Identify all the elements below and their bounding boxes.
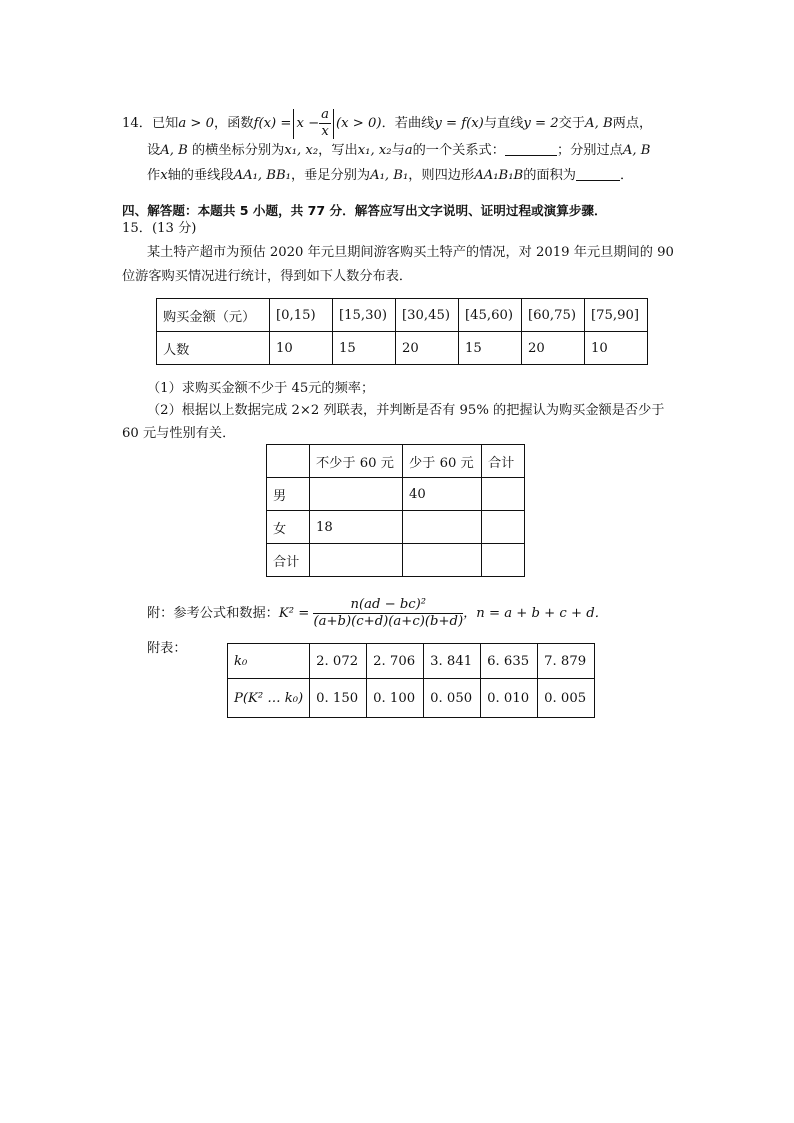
- fraction-denominator: x: [321, 124, 329, 139]
- appendix-table: [227, 643, 595, 718]
- q14-text: 14．已知: [122, 116, 179, 131]
- table-cell: [60,75): [522, 299, 585, 332]
- table-cell: [45,60): [459, 299, 522, 332]
- q15-intro: 某土特产超市为预估 2020 年元旦期间游客购买土特产的情况，对 2019 年元旦期间的 90: [147, 245, 674, 260]
- q14-points: A, B: [622, 143, 651, 158]
- q14-feet: A₁, B₁: [370, 168, 409, 183]
- q14-text: 交于: [558, 116, 586, 131]
- table-cell: [267, 445, 310, 478]
- table-cell: [15,30): [333, 299, 396, 332]
- table-cell: 10: [585, 332, 648, 365]
- q14-fraction: [319, 107, 331, 140]
- table-cell: 购买金额（元）: [157, 299, 270, 332]
- section-heading-text: 四、解答题：本题共 5 小题，共 77 分．解答应写出文字说明、证明过程或演算步骤．: [122, 203, 607, 218]
- q14-domain: (x > 0): [336, 116, 382, 131]
- contingency-table: [266, 444, 525, 577]
- table-cell: 2. 072: [310, 644, 367, 679]
- q14-text: ，写出: [318, 143, 358, 158]
- q14-line-2: [147, 142, 650, 160]
- q14-points: A, B: [585, 116, 613, 131]
- q14-quadrilateral: AA₁B₁B: [474, 168, 524, 183]
- table-cell: k₀: [228, 644, 310, 679]
- abs-bar-left: [293, 109, 294, 139]
- subquestion-text: （1）求购买金额不少于 45元的频率；: [147, 381, 375, 396]
- table-cell: 0. 005: [538, 679, 595, 718]
- distribution-table: [156, 298, 648, 365]
- table-cell: 15: [333, 332, 396, 365]
- table-cell: 2. 706: [367, 644, 424, 679]
- answer-blank-1[interactable]: [505, 143, 557, 156]
- formula-denominator: (a+b)(c+d)(a+c)(b+d): [313, 614, 464, 629]
- q14-text: 两点，: [612, 116, 653, 131]
- table-cell: 6. 635: [481, 644, 538, 679]
- table-cell[interactable]: [403, 544, 482, 577]
- table-cell: 人数: [157, 332, 270, 365]
- table-cell: 40: [403, 478, 482, 511]
- table-cell: 15: [459, 332, 522, 365]
- q15-label-text: 15．(13 分): [122, 221, 197, 236]
- table-cell[interactable]: [403, 511, 482, 544]
- formula-fraction: [313, 597, 463, 630]
- table-cell: 0. 050: [424, 679, 481, 718]
- table-cell[interactable]: [482, 478, 525, 511]
- q14-text: ．: [619, 168, 634, 183]
- table-cell: 10: [270, 332, 333, 365]
- formula-line: [147, 594, 608, 634]
- table-cell: 合计: [482, 445, 525, 478]
- table-cell: 合计: [267, 544, 310, 577]
- answer-blank-2[interactable]: [576, 168, 620, 181]
- formula-lhs: K² =: [278, 606, 310, 621]
- q14-text: 与: [391, 143, 405, 158]
- table-row: [267, 511, 525, 544]
- formula-label: 附：参考公式和数据：: [147, 606, 279, 621]
- subquestion-text: 60 元与性别有关．: [122, 426, 236, 441]
- table-cell: 20: [396, 332, 459, 365]
- fraction-numerator: a: [321, 107, 330, 122]
- q15-label: [122, 220, 196, 238]
- table-cell: 0. 010: [481, 679, 538, 718]
- q14-text: 与直线: [483, 116, 524, 131]
- q14-text: ．若曲线: [381, 116, 435, 131]
- q14-line-1: [122, 107, 652, 140]
- table-cell: 20: [522, 332, 585, 365]
- table-cell: 女: [267, 511, 310, 544]
- table-cell[interactable]: [482, 544, 525, 577]
- q14-text: 的横坐标分别为: [192, 143, 285, 158]
- table-row: [267, 445, 525, 478]
- subquestion-text: （2）根据以上数据完成 2×2 列联表，并判断是否有 95% 的把握认为购买金额是否少于: [147, 403, 665, 418]
- table-cell[interactable]: [482, 511, 525, 544]
- q15-subquestion-1: [147, 380, 374, 398]
- q14-text: ，则四边形: [408, 168, 475, 183]
- q14-line-3: [147, 167, 633, 185]
- table-row: [228, 644, 595, 679]
- q15-subquestion-2: [147, 402, 664, 420]
- q14-text: 的一个关系式：: [412, 143, 505, 158]
- q14-segments: AA₁, BB₁: [233, 168, 291, 183]
- section-heading: [122, 202, 607, 220]
- formula-numerator: n(ad − bc)²: [313, 597, 463, 614]
- table-row: [228, 679, 595, 718]
- table-cell: [0,15): [270, 299, 333, 332]
- table-row: [267, 478, 525, 511]
- q14-points: A, B: [160, 143, 188, 158]
- table-cell: [75,90]: [585, 299, 648, 332]
- q14-abscissas: x₁, x₂: [357, 143, 392, 158]
- table-cell: 18: [310, 511, 403, 544]
- table-cell: 3. 841: [424, 644, 481, 679]
- appendix-label-text: 附表：: [147, 641, 187, 656]
- q14-text: ；分别过点: [556, 143, 623, 158]
- table-cell: 少于 60 元: [403, 445, 482, 478]
- q14-curve: y = f(x): [434, 116, 484, 131]
- q14-text: 轴的垂线段: [167, 168, 234, 183]
- table-cell: P(K² … k₀): [228, 679, 310, 718]
- q14-function-lhs: f(x) =: [253, 116, 292, 131]
- q14-condition: a > 0: [178, 116, 215, 131]
- table-cell: 0. 150: [310, 679, 367, 718]
- q15-subquestion-2b: [122, 425, 235, 443]
- table-cell: 0. 100: [367, 679, 424, 718]
- table-cell[interactable]: [310, 478, 403, 511]
- q14-text: 的面积为: [523, 168, 576, 183]
- table-cell: 男: [267, 478, 310, 511]
- table-cell: 不少于 60 元: [310, 445, 403, 478]
- table-row: [267, 544, 525, 577]
- q14-text: ，函数: [214, 116, 254, 131]
- q14-axis: x: [160, 168, 168, 183]
- table-cell: [30,45): [396, 299, 459, 332]
- q15-paragraph-1: [147, 244, 674, 262]
- q14-abs-expr: x −: [296, 116, 320, 131]
- abs-bar-right: [333, 109, 334, 139]
- q14-text: 作: [147, 168, 161, 183]
- q15-paragraph-2: [122, 268, 412, 286]
- table-cell: 7. 879: [538, 644, 595, 679]
- q14-abscissas: x₁, x₂: [284, 143, 319, 158]
- formula-n: ，n = a + b + c + d．: [463, 606, 608, 621]
- table-row: [157, 332, 648, 365]
- q14-text: ，垂足分别为: [290, 168, 371, 183]
- q14-param: a: [404, 143, 413, 158]
- table-cell[interactable]: [310, 544, 403, 577]
- q14-line-eq: y = 2: [523, 116, 559, 131]
- q14-text: 设: [147, 143, 161, 158]
- q15-intro: 位游客购买情况进行统计，得到如下人数分布表．: [122, 269, 413, 284]
- appendix-label: [147, 640, 187, 658]
- table-row: [157, 299, 648, 332]
